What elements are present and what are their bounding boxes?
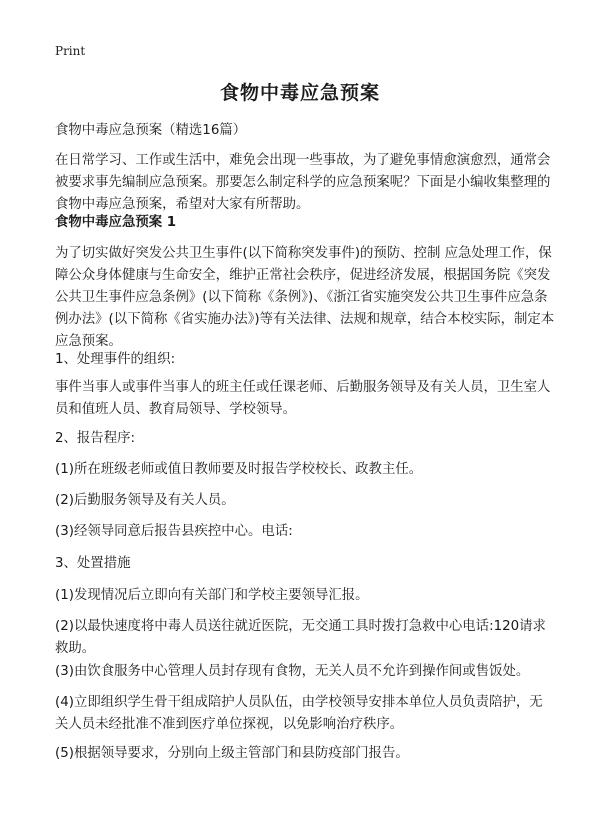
section-heading: 食物中毒应急预案 1 xyxy=(55,215,177,230)
list-item: (5)根据领导要求，分别向上级主管部门和县防疫部门报告。 xyxy=(55,746,409,761)
list-item: (3)经领导同意后报告县疾控中心。电话: xyxy=(55,524,293,539)
list-item: (4)立即组织学生骨干组成陪护人员队伍，由学校领导安排本单位人员负责陪护，无关人员未经批准不准到医疗单位探视，以免影响治疗秩序。 xyxy=(55,695,543,732)
list-item: (3)由饮食服务中心管理人员封存现有食物，无关人员不允许到操作间或售饭处。 xyxy=(55,664,530,679)
item-title: 2、报告程序: xyxy=(55,431,135,446)
intro-paragraph: 在日常学习、工作或生活中，难免会出现一些事故，为了避免事情愈演愈烈，通常会被要求事先编制应急预案。那要怎么制定科学的应急预案呢？下面是小编收集整理的食物中毒应急预案，希望对大家有所帮助。 xyxy=(55,153,551,212)
list-item: (1)发现情况后立即向有关部门和学校主要领导汇报。 xyxy=(55,588,369,603)
section-paragraph: 为了切实做好突发公共卫生事件(以下简称突发事件)的预防、控制 应急处理工作，保障公众身体健康与生命安全，维护正常社会秩序，促进经济发展，根据国务院《突发公共卫生事件应急条例》(以下简称《条例》)、《浙江省实施突发公共卫生事件应急条例办法》(以下简称《省实施办法》)等有关法律、法规和规章，结合本校实际，制定本应急预案。 xyxy=(55,246,555,349)
list-item: (1)所在班级老师或值日教师要及时报告学校校长、政教主任。 xyxy=(55,462,423,477)
list-item: (2)后勤服务领导及有关人员。 xyxy=(55,493,235,508)
item-title: 3、处置措施 xyxy=(55,556,131,571)
page-title: 食物中毒应急预案 xyxy=(219,82,380,104)
document-subtitle: 食物中毒应急预案（精选16篇） xyxy=(55,123,247,138)
item-body: 事件当事人或事件当事人的班主任或任课老师、后勤服务领导及有关人员，卫生室人员和值班人员、教育局领导、学校领导。 xyxy=(55,380,551,417)
list-item: (2)以最快速度将中毒人员送往就近医院，无交通工具时拨打急救中心电话:120请求救助。 xyxy=(55,619,546,656)
print-link[interactable]: Print xyxy=(55,44,86,58)
item-title: 1、处理事件的组织: xyxy=(55,352,176,367)
